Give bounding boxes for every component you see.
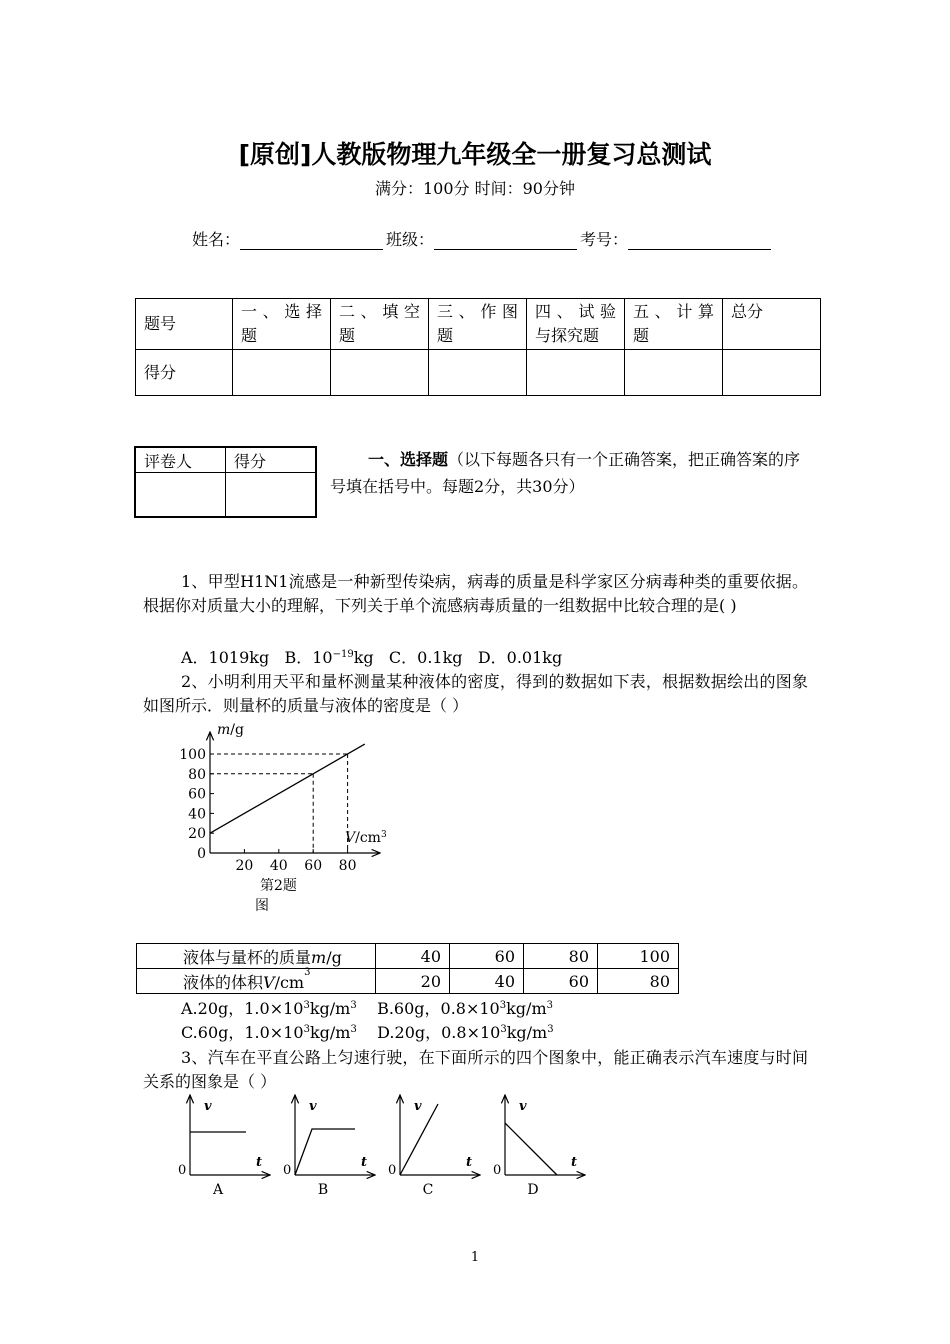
page-title: [原创]人教版物理九年级全一册复习总测试 (238, 140, 712, 169)
q3-graphs (170, 1090, 610, 1205)
table-cell: 20 (376, 969, 450, 994)
vt-graph-d[interactable] (493, 1095, 585, 1198)
x-tick-label: 60 (304, 858, 323, 874)
class-label: 班级： (386, 230, 435, 249)
exam-no-label: 考号： (580, 230, 629, 249)
graph-label: D (527, 1182, 539, 1198)
t-label: t (256, 1155, 263, 1170)
t-label: t (571, 1155, 578, 1170)
class-field[interactable] (434, 231, 577, 250)
q2-options-row2 (181, 1021, 846, 1045)
q1-option-a: A．1019kg (181, 648, 270, 667)
score-row-label: 得分 (136, 350, 233, 396)
graph-label: B (317, 1182, 329, 1198)
row2-label: 液体的体积$V/cm^3$ (137, 969, 376, 994)
exam-subtitle: 满分：100分 时间：90分钟 (375, 179, 575, 198)
x-tick-label: 20 (235, 858, 254, 874)
score-cell[interactable] (429, 350, 527, 396)
score-col-5: 五、计算 题 (625, 299, 723, 350)
question-1-options (181, 646, 846, 670)
grader-name-cell[interactable] (135, 473, 226, 518)
q1-option-b: B．$10^{-19}kg$ (284, 648, 374, 667)
question-3-stem: 3、汽车在平直公路上匀速行驶，在下面所示的四个图象中，能正确表示汽车速度与时间关系的图象是（ ） (143, 1048, 808, 1091)
q2-option-c: C.60g，$1.0\times 10^3kg/m^3$ (181, 1023, 357, 1042)
vt-graph-a[interactable] (178, 1095, 270, 1198)
student-info (192, 227, 774, 250)
q1-option-d: D．0.01kg (477, 648, 563, 667)
origin-label: 0 (178, 1163, 187, 1178)
v-label: v (309, 1099, 317, 1114)
q1-option-c: C．0.1kg (388, 648, 463, 667)
q2-option-b: B.60g，$0.8\times 10^3kg/m^3$ (377, 999, 553, 1018)
grader-label: 评卷人 (135, 447, 226, 473)
table-cell: 80 (598, 969, 679, 994)
vt-curve (505, 1123, 557, 1175)
origin-label: 0 (388, 1163, 397, 1178)
q2-data-table (136, 943, 679, 994)
t-label: t (466, 1155, 473, 1170)
score-cell[interactable] (625, 350, 723, 396)
score-table-header: 题号 (136, 299, 233, 350)
table-cell: 60 (450, 944, 524, 969)
graph-label: A (212, 1182, 224, 1198)
mass-volume-graph (175, 718, 405, 918)
score-col-3: 三、作图 题 (429, 299, 527, 350)
table-row (137, 944, 679, 969)
grader-score-cell[interactable] (226, 473, 317, 518)
origin-label: 0 (283, 1163, 292, 1178)
score-col-total: 总分 (723, 299, 821, 350)
y-axis-label: m/g (217, 722, 244, 738)
grader-box (134, 446, 317, 518)
table-cell: 40 (450, 969, 524, 994)
x-axis-label: $V/cm^3$ (345, 830, 387, 846)
score-col-2: 二、填空 题 (331, 299, 429, 350)
x-tick-label: 40 (269, 858, 288, 874)
score-cell[interactable] (331, 350, 429, 396)
v-label: v (519, 1099, 527, 1114)
table-cell: 40 (376, 944, 450, 969)
score-col-1: 一、选择 题 (233, 299, 331, 350)
series-line (210, 744, 365, 833)
y-tick-label: 20 (188, 826, 206, 843)
table-row (137, 969, 679, 994)
score-cell[interactable] (233, 350, 331, 396)
figure-caption-2: 图 (255, 898, 269, 914)
graph-label: C (422, 1182, 434, 1198)
section1-heading (330, 446, 810, 500)
origin-label: 0 (493, 1163, 502, 1178)
exam-no-field[interactable] (628, 231, 771, 250)
score-cell[interactable] (527, 350, 625, 396)
question-2-stem: 2、小明利用天平和量杯测量某种液体的密度，得到的数据如下表，根据数据绘出的图象如图所示．则量杯的质量与液体的密度是（ ） (143, 672, 808, 715)
v-label: v (414, 1099, 422, 1114)
vt-graph-b[interactable] (283, 1095, 375, 1198)
y-tick-label: 100 (179, 747, 206, 763)
q2-option-a: A.20g，$1.0\times 10^3kg/m^3$ (181, 999, 357, 1018)
y-tick-label: 40 (188, 806, 206, 823)
y-tick-label: 60 (188, 786, 206, 803)
q2-options-row1 (181, 997, 846, 1021)
score-table (135, 298, 821, 396)
x-tick-label: 80 (338, 858, 357, 874)
name-field[interactable] (240, 231, 383, 250)
q2-option-d: D.20g，$0.8\times 10^3kg/m^3$ (377, 1023, 554, 1042)
row1-label: 液体与量杯的质量m/g (137, 944, 376, 969)
page-number: 1 (470, 1250, 480, 1265)
table-cell: 100 (598, 944, 679, 969)
vt-curve (400, 1104, 438, 1175)
section1-title: 一、选择题 (368, 450, 449, 469)
score-col-4: 四、试验 与探究题 (527, 299, 625, 350)
name-label: 姓名： (192, 230, 241, 249)
score-cell[interactable] (723, 350, 821, 396)
question-1-stem: 1、甲型H1N1流感是一种新型传染病，病毒的质量是科学家区分病毒种类的重要依据。根据你对质量大小的理解，下列关于单个流感病毒质量的一组数据中比较合理的是( ) (143, 572, 808, 615)
figure-caption: 第2题 (260, 878, 297, 894)
section1-instructions: （以下每题各只有一个正确答案，把正确答案的序号填在括号中。每题2分，共30分） (330, 450, 801, 496)
vt-graph-c[interactable] (388, 1095, 480, 1198)
vt-curve (295, 1129, 355, 1175)
v-label: v (204, 1099, 212, 1114)
table-cell: 80 (524, 944, 598, 969)
t-label: t (361, 1155, 368, 1170)
grader-score-label: 得分 (226, 447, 317, 473)
y-tick-label: 80 (188, 766, 206, 783)
y-tick-label: 0 (197, 846, 206, 862)
table-cell: 60 (524, 969, 598, 994)
